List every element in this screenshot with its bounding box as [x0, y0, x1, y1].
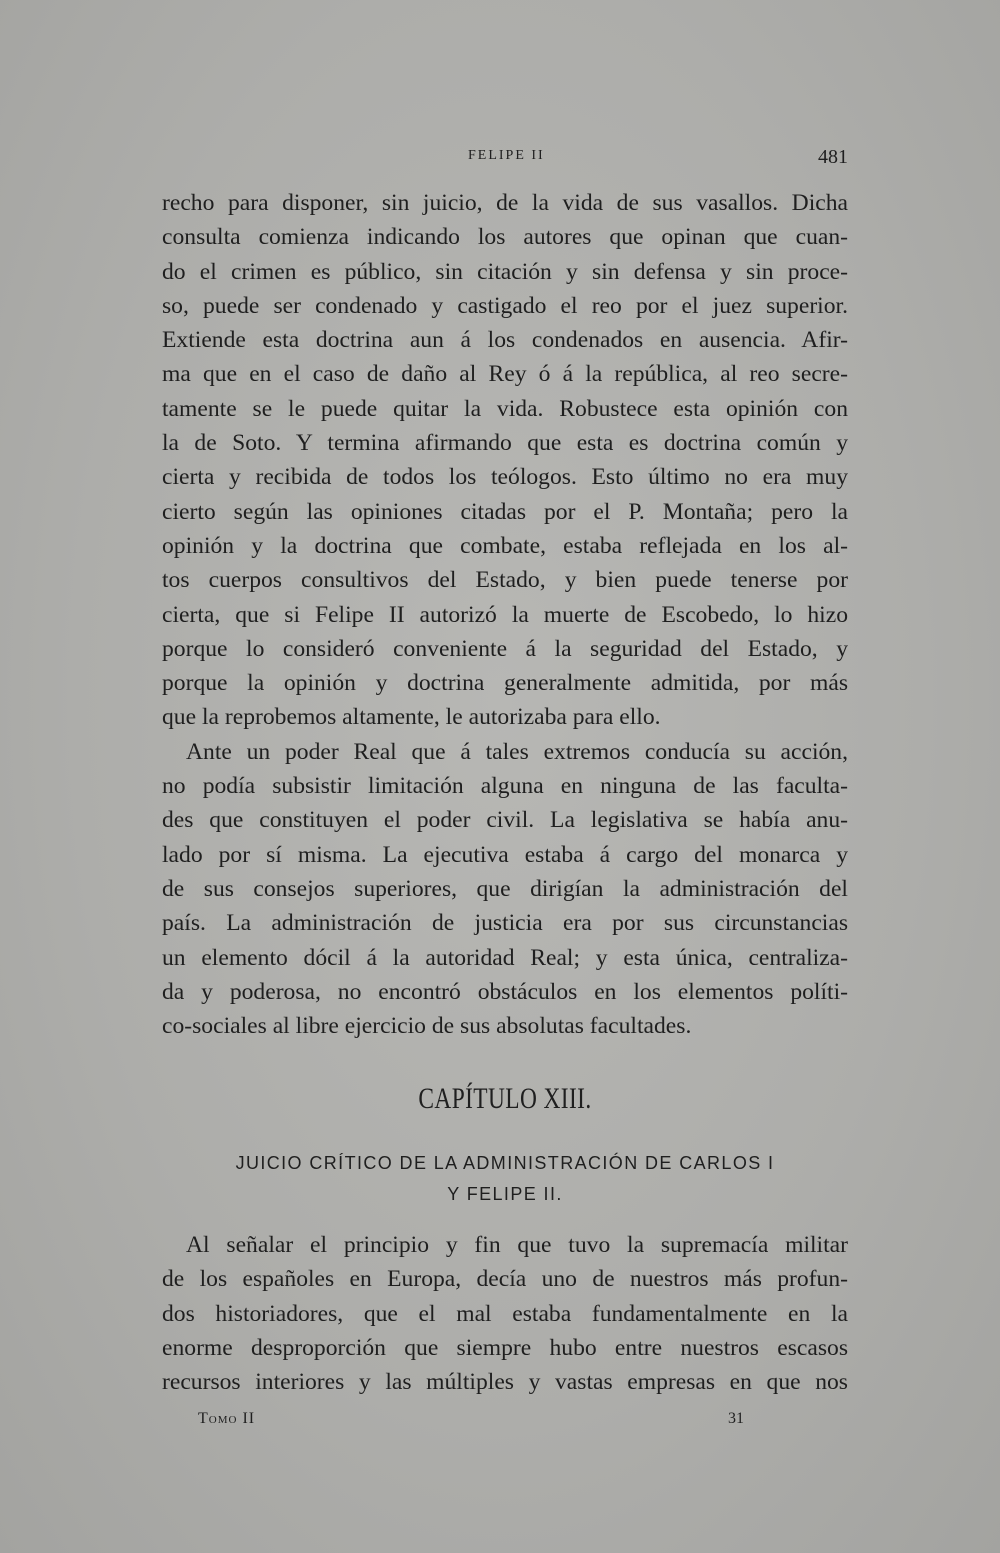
text-line: ma que en el caso de daño al Rey ó á la república, al reo secre- — [162, 361, 848, 388]
page-number: 481 — [818, 146, 848, 168]
text-line: tamente se le puede quitar la vida. Robustece esta opinión con — [162, 395, 848, 422]
text-line: da y poderosa, no encontró obstáculos en los elementos políti- — [162, 978, 848, 1005]
volume-label: Tomo II — [198, 1410, 256, 1427]
text-line: un elemento dócil á la autoridad Real; y esta única, centraliza- — [162, 944, 848, 971]
text-line: cierto según las opiniones citadas por el P. Montaña; pero la — [162, 498, 848, 525]
text-line: que la reprobemos altamente, le autorizaba para ello. — [162, 704, 661, 731]
text-line: opinión y la doctrina que combate, estaba reflejada en los al- — [162, 532, 848, 559]
text-line: la de Soto. Y termina afirmando que esta es doctrina común y — [162, 430, 848, 457]
text-line: tos cuerpos consultivos del Estado, y bien puede tenerse por — [162, 567, 848, 594]
text-line: cierta y recibida de todos los teólogos. Esto último no era muy — [162, 464, 848, 491]
text-line: Extiende esta doctrina aun á los condenados en ausencia. Afir- — [162, 327, 848, 354]
body-text — [162, 186, 848, 1043]
text-line: lado por sí misma. La ejecutiva estaba á cargo del monarca y — [162, 841, 848, 868]
text-line: de los españoles en Europa, decía uno de nuestros más profun- — [162, 1266, 848, 1293]
text-line: dos historiadores, que el mal estaba fundamentalmente en la — [162, 1300, 848, 1327]
running-head — [162, 148, 848, 172]
text-line: consulta comienza indicando los autores que opinan que cuan- — [162, 224, 848, 251]
text-line: Ante un poder Real que á tales extremos conducía su acción, — [186, 738, 848, 765]
text-line: país. La administración de justicia era por sus circunstancias — [162, 910, 848, 937]
text-line: do el crimen es público, sin citación y sin defensa y sin proce- — [162, 258, 848, 285]
text-line: so, puede ser condenado y castigado el reo por el juez superior. — [162, 292, 848, 319]
page-footer — [162, 1410, 848, 1434]
chapter-subtitle — [162, 1148, 848, 1210]
running-title: FELIPE II — [468, 148, 545, 163]
text-line: porque la opinión y doctrina generalmente admitida, por más — [162, 670, 848, 697]
text-line: Al señalar el principio y fin que tuvo la supremacía militar — [186, 1232, 848, 1258]
text-line: porque lo consideró conveniente á la seguridad del Estado, y — [162, 635, 848, 662]
text-line: recursos interiores y las múltiples y vastas empresas en que nos — [162, 1369, 848, 1396]
chapter-title: CAPÍTULO XIII. — [418, 1082, 592, 1115]
text-line: cierta, que si Felipe II autorizó la muerte de Escobedo, lo hizo — [162, 601, 848, 628]
text-line: no podía subsistir limitación alguna en ninguna de las faculta- — [162, 773, 848, 800]
text-line: de sus consejos superiores, que dirigían la administración del — [162, 875, 848, 902]
text-line: co-sociales al libre ejercicio de sus absolutas facultades. — [162, 1013, 692, 1040]
signature-mark: 31 — [728, 1410, 744, 1427]
text-line: des que constituyen el poder civil. La legislativa se había anu- — [162, 807, 848, 834]
text-line: enorme desproporción que siempre hubo entre nuestros escasos — [162, 1334, 848, 1361]
text-line: recho para disponer, sin juicio, de la vida de sus vasallos. Dicha — [162, 190, 848, 216]
chapter-subtitle-line: JUICIO CRÍTICO DE LA ADMINISTRACIÓN DE CARLOS I — [235, 1153, 775, 1173]
chapter-subtitle-line: Y FELIPE II. — [447, 1184, 563, 1204]
chapter-body-text — [162, 1228, 848, 1399]
